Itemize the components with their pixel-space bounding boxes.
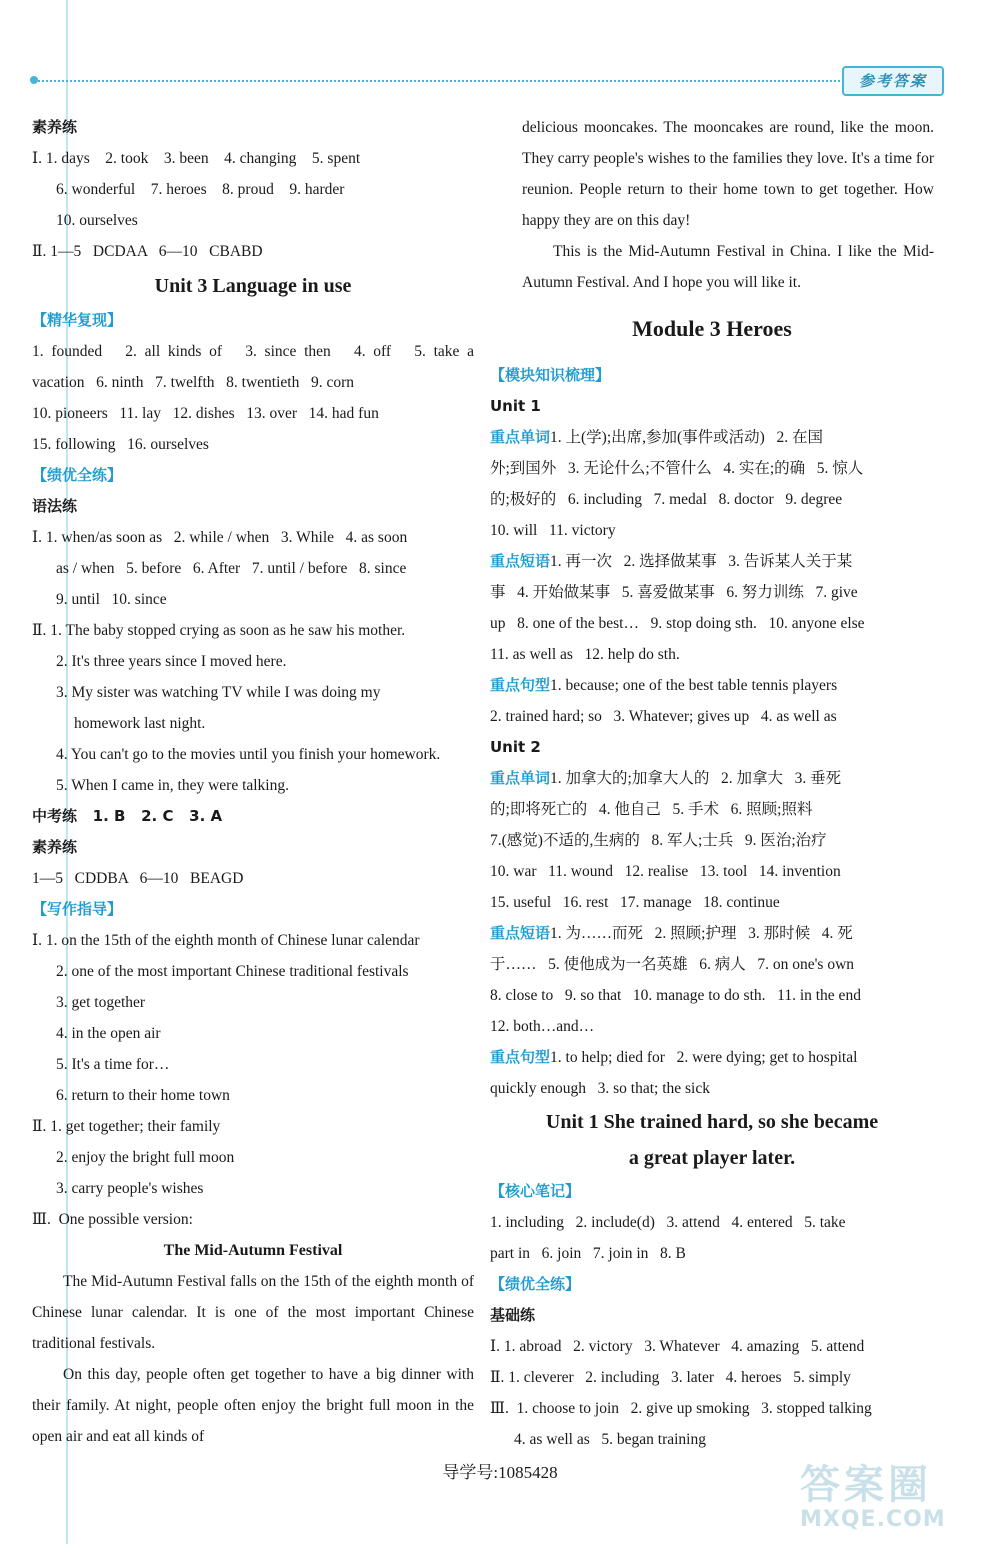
answer-line: 8. close to 9. so that 10. manage to do sth. 11. in the end [490, 987, 861, 1004]
answer-line: 外;到国外 3. 无论什么;不管什么 4. 实在;的确 5. 惊人 [490, 460, 864, 477]
answer-line: 事 4. 开始做某事 5. 喜爱做某事 6. 努力训练 7. give [490, 584, 858, 601]
key-label: 重点句型 [490, 676, 551, 694]
answer-line: 4. You can't go to the movies until you finish your homework. [56, 746, 441, 763]
answer-line: 10. will 11. victory [490, 522, 616, 539]
essay-paragraph: This is the Mid-Autumn Festival in China. I like the Mid-Autumn Festival. And I hope you will like it. [522, 243, 934, 291]
answer-line: 6. wonderful 7. heroes 8. proud 9. harder [56, 181, 345, 198]
answer-line: 10. war 11. wound 12. realise 13. tool 14. invention [490, 863, 841, 880]
key-label: 重点句型 [490, 1048, 551, 1066]
section-heading: 中考练 1. B 2. C 3. A [32, 807, 223, 825]
answer-line: up 8. one of the best… 9. stop doing sth. 10. anyone else [490, 615, 865, 632]
unit-label: Unit 2 [490, 738, 541, 756]
blue-heading: 【模块知识梳理】 [490, 366, 611, 384]
answer-line: 9. until 10. since [56, 591, 167, 608]
answer-line: Ⅲ. 1. choose to join 2. give up smoking 3. stopped talking [490, 1400, 872, 1417]
answer-line: Ⅱ. 1. get together; their family [32, 1118, 221, 1135]
essay-paragraph: delicious mooncakes. The mooncakes are round, like the moon. They carry people's wishes to the families they love. It's a time for reunion. People return to their home town to get together. How happy they are on this day! [522, 119, 934, 229]
answer-line: 3. My sister was watching TV while I was doing my [56, 684, 381, 701]
answer-line: 3. get together [56, 994, 146, 1011]
guide-number: 导学号:1085428 [442, 1463, 558, 1482]
key-label: 重点单词 [490, 428, 551, 446]
answer-line: Ⅲ. One possible version: [32, 1211, 193, 1228]
blue-heading: 【绩优全练】 [490, 1275, 581, 1293]
answer-key-tab: 参考答案 [842, 66, 944, 96]
answer-line: 3. carry people's wishes [56, 1180, 204, 1197]
answer-line: 于…… 5. 使他成为一名英雄 6. 病人 7. on one's own [490, 956, 855, 973]
answer-line: 的;即将死亡的 4. 他自己 5. 手术 6. 照顾;照料 [490, 801, 813, 818]
right-column [490, 112, 934, 1455]
essay-paragraph: The Mid-Autumn Festival falls on the 15th of the eighth month of Chinese lunar calendar. It is one of the most important Chinese traditional festivals. [32, 1273, 474, 1352]
answer-line: 2. trained hard; so 3. Whatever; gives up 4. as well as [490, 708, 837, 725]
answer-line: Ⅰ. 1. days 2. took 3. been 4. changing 5. spent [32, 150, 361, 167]
answer-line: 重点单词1. 加拿大的;加拿大人的 2. 加拿大 3. 垂死 [490, 769, 842, 787]
answer-line: homework last night. [74, 715, 206, 732]
answer-line: part in 6. join 7. join in 8. B [490, 1245, 686, 1262]
unit-title: a great player later. [628, 1147, 796, 1169]
answer-line: 1. founded 2. all kinds of 3. since then 4. off 5. take a [32, 343, 474, 360]
answer-line: Ⅰ. 1. when/as soon as 2. while / when 3. While 4. as soon [32, 529, 408, 546]
answer-line: Ⅱ. 1—5 DCDAA 6—10 CBABD [32, 243, 263, 260]
answer-line: Ⅰ. 1. abroad 2. victory 3. Whatever 4. amazing 5. attend [490, 1338, 865, 1355]
answer-line: Ⅰ. 1. on the 15th of the eighth month of Chinese lunar calendar [32, 932, 420, 949]
answer-line: vacation 6. ninth 7. twelfth 8. twentieth 9. corn [32, 374, 354, 391]
key-label: 重点短语 [490, 924, 551, 942]
answer-line: quickly enough 3. so that; the sick [490, 1080, 710, 1097]
answer-line: 重点句型1. because; one of the best table tennis players [490, 676, 838, 694]
answer-line: 1—5 CDDBA 6—10 BEAGD [32, 870, 244, 887]
answer-line: 2. one of the most important Chinese traditional festivals [56, 963, 409, 980]
blue-heading: 【核心笔记】 [490, 1182, 581, 1200]
answer-line: 2. It's three years since I moved here. [56, 653, 287, 670]
answer-line: 10. ourselves [56, 212, 138, 229]
unit-title: Unit 1 She trained hard, so she became [545, 1111, 879, 1133]
unit-title: Unit 3 Language in use [154, 275, 352, 297]
answer-line: 4. in the open air [56, 1025, 161, 1042]
answer-line: 的;极好的 6. including 7. medal 8. doctor 9. degree [490, 491, 843, 508]
section-heading: 语法练 [32, 497, 78, 515]
section-heading: 基础练 [490, 1306, 536, 1324]
module-title: Module 3 Heroes [632, 316, 792, 341]
section-heading: 素养练 [32, 118, 78, 136]
answer-line: Ⅱ. 1. The baby stopped crying as soon as he saw his mother. [32, 622, 406, 639]
answer-line: 5. It's a time for… [56, 1056, 170, 1073]
answer-line: 10. pioneers 11. lay 12. dishes 13. over 14. had fun [32, 405, 379, 422]
answer-line: 12. both…and… [490, 1018, 595, 1035]
blue-heading: 【绩优全练】 [32, 466, 123, 484]
essay-paragraph: On this day, people often get together to have a big dinner with their family. At night, people often enjoy the bright full moon in the open air and eat all kinds of [32, 1366, 474, 1445]
answer-line: 5. When I came in, they were talking. [56, 777, 289, 794]
answer-line: 4. as well as 5. began training [514, 1431, 706, 1448]
answer-line: 重点句型1. to help; died for 2. were dying; get to hospital [490, 1048, 858, 1066]
key-label: 重点单词 [490, 769, 551, 787]
answer-line: as / when 5. before 6. After 7. until / before 8. since [56, 560, 407, 577]
answer-line: 重点短语1. 再一次 2. 选择做某事 3. 告诉某人关于某 [490, 552, 853, 570]
answer-line: Ⅱ. 1. cleverer 2. including 3. later 4. heroes 5. simply [490, 1369, 851, 1386]
unit-label: Unit 1 [490, 397, 541, 415]
answer-line: 15. useful 16. rest 17. manage 18. continue [490, 894, 780, 911]
answer-line: 6. return to their home town [56, 1087, 230, 1104]
answer-line: 重点短语1. 为……而死 2. 照顾;护理 3. 那时候 4. 死 [490, 924, 853, 942]
answer-line: 1. including 2. include(d) 3. attend 4. entered 5. take [490, 1214, 846, 1231]
key-label: 重点短语 [490, 552, 551, 570]
section-heading: 素养练 [32, 838, 78, 856]
answer-line: 2. enjoy the bright full moon [56, 1149, 235, 1166]
left-column [32, 112, 474, 1452]
watermark-logo: 答案圈 MXQE.COM [800, 1462, 946, 1532]
blue-heading: 【写作指导】 [32, 900, 123, 918]
answer-line: 7.(感觉)不适的,生病的 8. 军人;士兵 9. 医治;治疗 [490, 832, 827, 849]
answer-line: 重点单词1. 上(学);出席,参加(事件或活动) 2. 在国 [490, 428, 823, 446]
blue-heading: 【精华复现】 [32, 311, 123, 329]
essay-title: The Mid-Autumn Festival [163, 1242, 343, 1259]
header-dotted-line [34, 80, 840, 82]
answer-line: 11. as well as 12. help do sth. [490, 646, 680, 663]
answer-line: 15. following 16. ourselves [32, 436, 209, 453]
